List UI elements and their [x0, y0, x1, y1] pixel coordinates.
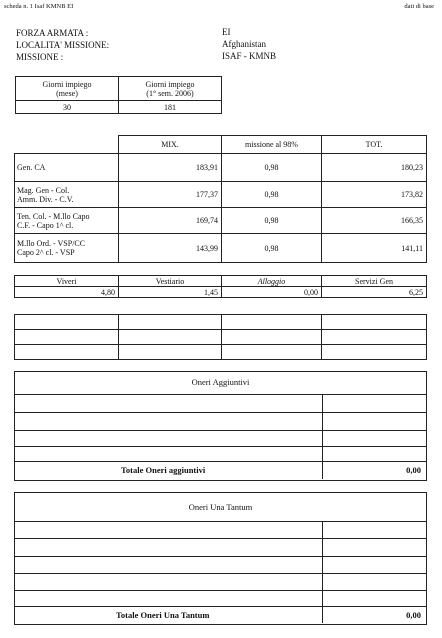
viveri-header: Viveri: [15, 276, 119, 287]
percent-value: 0,98: [222, 234, 322, 263]
missione-label: MISSIONE :: [16, 52, 64, 62]
rank-label: M.llo Ord. - VSP/CC Capo 2^ cl. - VSP: [15, 234, 119, 263]
oneri-aggiuntivi-title: Oneri Aggiuntivi: [191, 377, 250, 387]
servizi-gen-header: Servizi Gen: [322, 276, 427, 287]
tot-value: 173,82: [322, 182, 427, 208]
rank-label: Gen. CA: [15, 154, 119, 182]
percent-value: 0,98: [222, 182, 322, 208]
tot-value: 141,11: [322, 234, 427, 263]
missione-value: ISAF - KMNB: [222, 51, 277, 61]
mix-value: 183,91: [119, 154, 222, 182]
table-row: [15, 154, 427, 182]
rank-label: Ten. Col. - M.llo Capo C.F. - Capo 1^ cl.: [15, 208, 119, 234]
mix-header: MIX.: [119, 136, 222, 154]
giorni-semestre-header: Giorni impiego (1° sem. 2006): [119, 77, 222, 101]
tot-value: 166,35: [322, 208, 427, 234]
table-row: [15, 234, 427, 263]
alloggio-value: 0,00: [222, 287, 322, 298]
percent-value: 0,98: [222, 154, 322, 182]
sheet-type-label: dati di base: [404, 3, 434, 10]
rates-table: [14, 135, 427, 263]
localita-value: Afghanistan: [222, 39, 266, 49]
vestiario-header: Vestiario: [119, 276, 222, 287]
tot-header: TOT.: [322, 136, 427, 154]
tot-value: 180,23: [322, 154, 427, 182]
oneri-aggiuntivi-box: [14, 371, 427, 481]
giorni-semestre-value: 181: [119, 101, 222, 114]
percent-value: 0,98: [222, 208, 322, 234]
vestiario-value: 1,45: [119, 287, 222, 298]
oneri-aggiuntivi-total-label: Totale Oneri aggiuntivi: [121, 465, 206, 475]
servizi-gen-value: 6,25: [322, 287, 427, 298]
oneri-aggiuntivi-total-value: 0,00: [406, 465, 421, 475]
forza-armata-label: FORZA ARMATA :: [16, 28, 89, 38]
localita-label: LOCALITA' MISSIONE:: [16, 40, 110, 50]
mix-value: 143,99: [119, 234, 222, 263]
table-row: [15, 182, 427, 208]
rates-corner: [15, 136, 119, 154]
percent-header: missione al 98%: [222, 136, 322, 154]
giorni-mese-value: 30: [16, 101, 119, 114]
giorni-impiego-table: [15, 76, 222, 114]
empty-grid: [14, 314, 427, 360]
servizi-table: [14, 275, 427, 298]
oneri-una-tantum-total-label: Totale Oneri Una Tantum: [116, 610, 210, 620]
forza-armata-value: EI: [222, 27, 231, 37]
mix-value: 177,37: [119, 182, 222, 208]
sheet-id-label: scheda n. 1 Isaf KMNB EI: [4, 3, 74, 10]
table-row: [15, 208, 427, 234]
viveri-value: 4,80: [15, 287, 119, 298]
giorni-mese-header: Giorni impiego (mese): [16, 77, 119, 101]
rank-label: Mag. Gen - Col. Amm. Div. - C.V.: [15, 182, 119, 208]
alloggio-header: Alloggio: [222, 276, 322, 287]
oneri-una-tantum-total-value: 0,00: [406, 610, 421, 620]
mix-value: 169,74: [119, 208, 222, 234]
oneri-una-tantum-title: Oneri Una Tantum: [188, 502, 253, 512]
